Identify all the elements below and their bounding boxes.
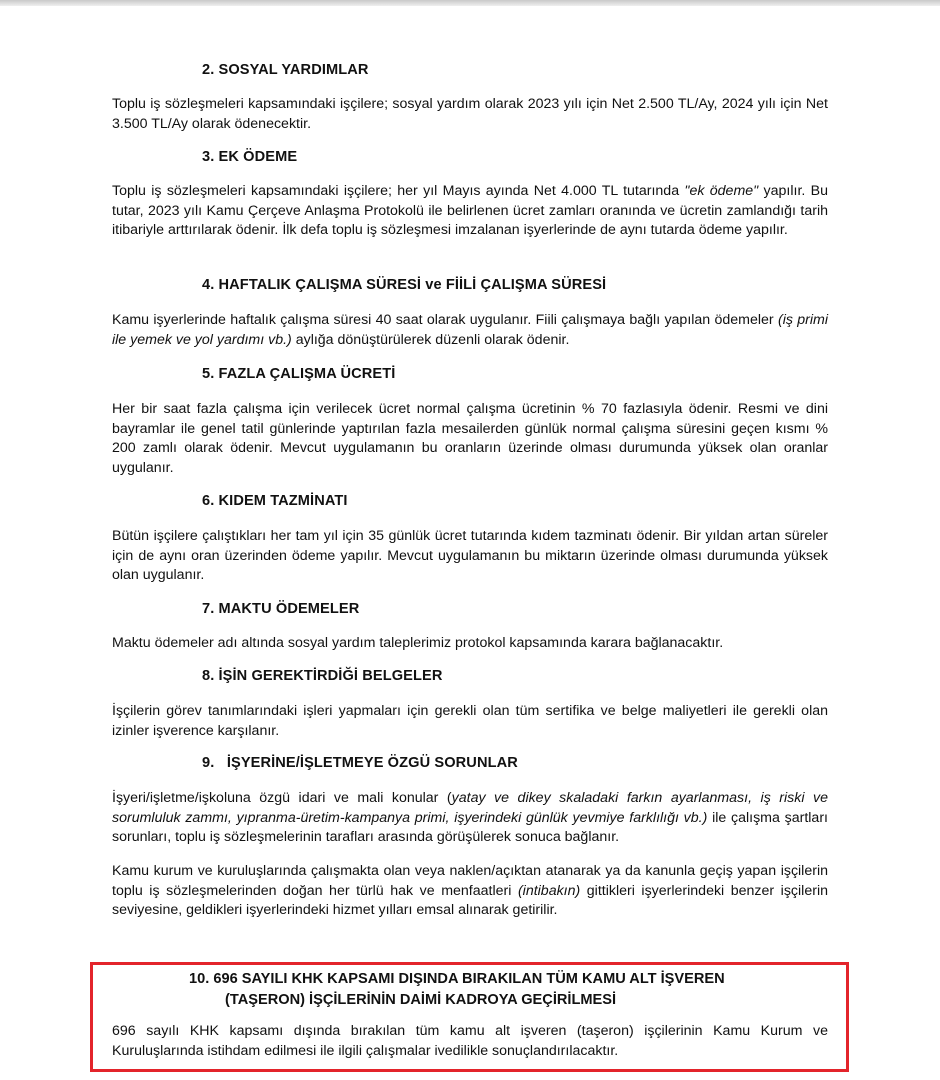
section-7-heading: 7. MAKTU ÖDEMELER <box>202 601 360 617</box>
section-9-body: İşyeri/işletme/işkoluna özgü idari ve mali konular (yatay ve dikey skaladaki farkın ayarlanması, iş riski ve sorumluluk zammı, yıpranma-üretim-kampanya primi, işyerindeki günlük yevmiye farklılığı vb.) ile çalışma şartları sorunları, toplu iş sözleşmelerinin tarafları arasında görüşülerek sonuca bağlanır. <box>112 790 829 846</box>
section-10-heading-line1: 10. 696 SAYILI KHK KAPSAMI DIŞINDA BIRAKILAN TÜM KAMU ALT İŞVEREN <box>189 971 725 987</box>
section-8-heading: 8. İŞİN GEREKTİRDİĞİ BELGELER <box>202 668 443 684</box>
section-4-heading: 4. HAFTALIK ÇALIŞMA SÜRESİ ve FİİLİ ÇALIŞMA SÜRESİ <box>202 277 607 293</box>
section-6-body: Bütün işçilere çalıştıkları her tam yıl için 35 günlük ücret tutarında kıdem tazminatı ödenir. Bir yıldan artan süreler için de aynı oran üzerinden ödeme yapılır. Mevcut uygulamanın bu miktarın üzerinde olması durumunda yüksek olan uygulanır. <box>112 528 828 584</box>
section-10-heading-line2: (TAŞERON) İŞÇİLERİNİN DAİMİ KADROYA GEÇİRİLMESİ <box>225 992 617 1008</box>
section-8-body: İşçilerin görev tanımlarındaki işleri yapmaları için gerekli olan tüm sertifika ve belge maliyetleri ile gerekli olan izinler işverence karşılanır. <box>112 703 828 739</box>
section-2-heading: 2. SOSYAL YARDIMLAR <box>202 62 369 78</box>
section-4-body: Kamu işyerlerinde haftalık çalışma süresi 40 saat olarak uygulanır. Fiili çalışmaya bağlı yapılan ödemeler (iş primi ile yemek ve yol yardımı vb.) aylığa dönüştürülerek düzenli olarak ödenir. <box>112 312 828 348</box>
section-5-heading: 5. FAZLA ÇALIŞMA ÜCRETİ <box>202 366 396 382</box>
section-3-body: Toplu iş sözleşmeleri kapsamındaki işçilere; her yıl Mayıs ayında Net 4.000 TL tutarında "ek ödeme" yapılır. Bu tutar, 2023 yılı Kamu Çerçeve Anlaşma Protokolü ile belirlenen ücret zamları oranında ve ücretin zamlandığı tarih itibariyle arttırılarak ödenir. İlk defa toplu iş sözleşmesi imzalanan işyerlerinde de aynı tutarda ödeme yapılır. <box>112 183 829 239</box>
section-9-body-2: Kamu kurum ve kuruluşlarında çalışmakta olan veya naklen/açıktan atanarak ya da kanunla geçiş yapan işçilerin toplu iş sözleşmelerinden doğan her türlü hak ve menfaatleri (intibakın) gittikleri işyerlerindeki benzer işçilerin seviyesine, geldikleri işyerlerindeki hizmet yılları emsal alınarak getirilir. <box>112 863 828 919</box>
section-3-heading: 3. EK ÖDEME <box>202 149 298 165</box>
section-5-body: Her bir saat fazla çalışma için verilecek ücret normal çalışma ücretinin % 70 fazlasıyla ödenir. Resmi ve dini bayramlar ile genel tatil günlerinde yaptırılan fazla mesailerden günlük normal çalışma süresini geçen kısmı % 200 zamlı olarak ödenir. Mevcut uygulamanın bu oranların üzerinde olması durumunda yüksek olan oranlar uygulanır. <box>112 401 828 476</box>
section-10-heading <box>189 969 725 1011</box>
section-9-heading: 9. İŞYERİNE/İŞLETMEYE ÖZGÜ SORUNLAR <box>202 755 518 771</box>
section-7-body: Maktu ödemeler adı altında sosyal yardım taleplerimiz protokol kapsamında karara bağlanacaktır. <box>112 635 724 651</box>
section-10-body: 696 sayılı KHK kapsamı dışında bırakılan tüm kamu alt işveren (taşeron) işçilerinin Kamu Kurum ve Kuruluşlarında istihdam edilmesi ile ilgili çalışmalar ivedilikle sonuçlandırılacaktır. <box>112 1023 828 1059</box>
section-6-heading: 6. KIDEM TAZMİNATI <box>202 493 348 509</box>
section-2-body: Toplu iş sözleşmeleri kapsamındaki işçilere; sosyal yardım olarak 2023 yılı için Net 2.500 TL/Ay, 2024 yılı için Net 3.500 TL/Ay olarak ödenecektir. <box>112 96 828 132</box>
